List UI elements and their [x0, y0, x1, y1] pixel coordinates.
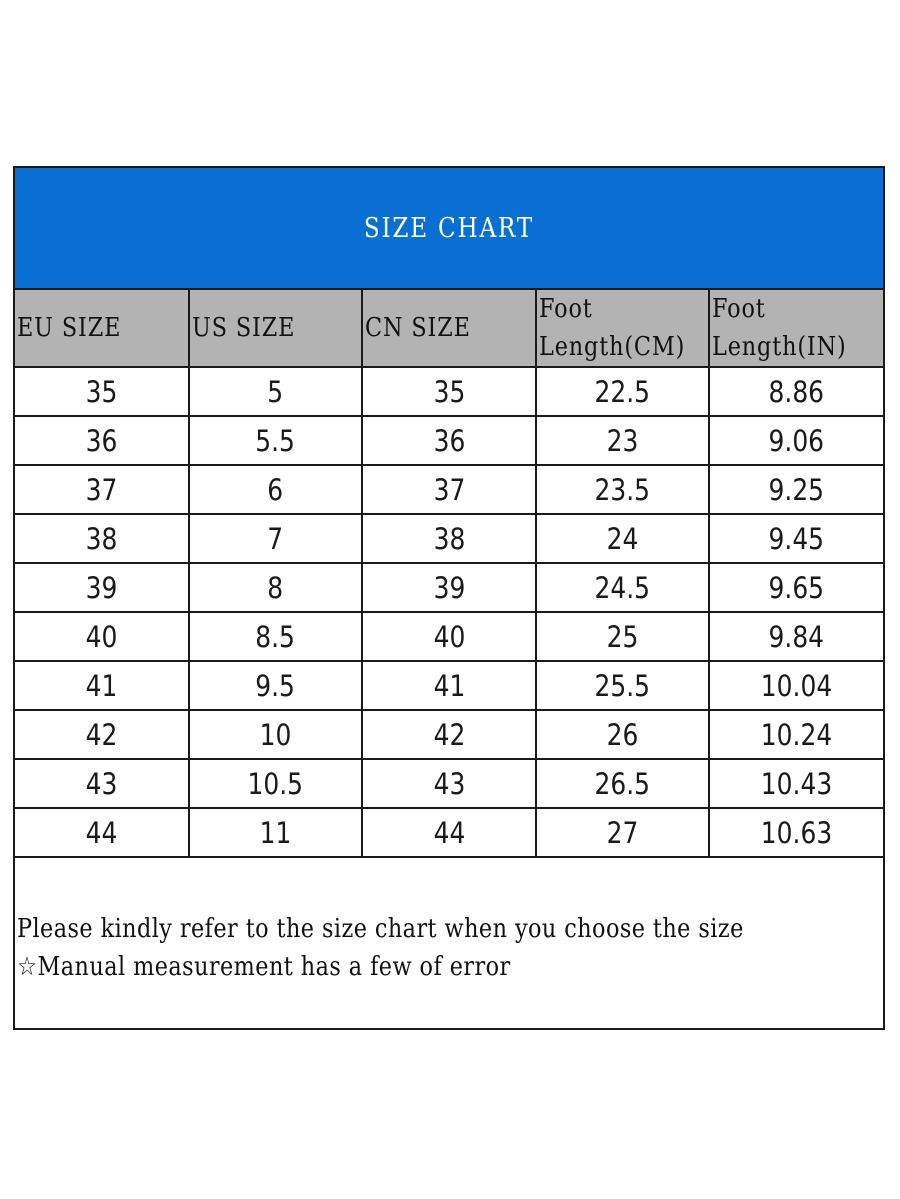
cell-foot-length-cm: 23: [536, 416, 710, 465]
cell-us-size: 5.5: [189, 416, 363, 465]
header-us-size: US SIZE: [189, 290, 363, 367]
cell-foot-length-cm: 24.5: [536, 563, 710, 612]
cell-cn-size: 35: [362, 367, 536, 416]
table-row: [15, 710, 883, 759]
cell-foot-length-in: 10.24: [709, 710, 883, 759]
header-cn-size: CN SIZE: [362, 290, 536, 367]
table-row: [15, 563, 883, 612]
size-chart-banner: [15, 168, 883, 290]
cell-foot-length-cm: 24: [536, 514, 710, 563]
cell-us-size: 6: [189, 465, 363, 514]
cell-foot-length-cm: 22.5: [536, 367, 710, 416]
cell-eu-size: 35: [15, 367, 189, 416]
cell-us-size: 10: [189, 710, 363, 759]
table-row: [15, 465, 883, 514]
cell-foot-length-cm: 27: [536, 808, 710, 857]
size-table: [15, 290, 883, 858]
cell-foot-length-in: 10.43: [709, 759, 883, 808]
size-chart-sheet: [13, 166, 885, 1030]
cell-eu-size: 42: [15, 710, 189, 759]
header-eu-size: EU SIZE: [15, 290, 189, 367]
cell-us-size: 8.5: [189, 612, 363, 661]
header-foot-length-cm: Foot Length(CM): [536, 290, 710, 367]
cell-foot-length-in: 9.06: [709, 416, 883, 465]
cell-cn-size: 44: [362, 808, 536, 857]
cell-eu-size: 37: [15, 465, 189, 514]
cell-foot-length-in: 8.86: [709, 367, 883, 416]
cell-cn-size: 40: [362, 612, 536, 661]
table-row: [15, 661, 883, 710]
cell-us-size: 7: [189, 514, 363, 563]
cell-foot-length-cm: 25: [536, 612, 710, 661]
cell-cn-size: 38: [362, 514, 536, 563]
cell-eu-size: 38: [15, 514, 189, 563]
cell-eu-size: 40: [15, 612, 189, 661]
cell-us-size: 11: [189, 808, 363, 857]
size-table-header-row: [15, 290, 883, 367]
size-chart-notes: [17, 910, 883, 986]
cell-cn-size: 36: [362, 416, 536, 465]
size-table-body: [15, 367, 883, 857]
cell-eu-size: 44: [15, 808, 189, 857]
table-row: [15, 416, 883, 465]
table-row: [15, 514, 883, 563]
note-manual-measurement: ☆Manual measurement has a few of error: [17, 952, 511, 982]
cell-cn-size: 39: [362, 563, 536, 612]
cell-foot-length-in: 9.84: [709, 612, 883, 661]
cell-foot-length-in: 10.04: [709, 661, 883, 710]
size-chart-title: SIZE CHART: [363, 212, 535, 244]
cell-foot-length-in: 9.65: [709, 563, 883, 612]
cell-us-size: 5: [189, 367, 363, 416]
cell-cn-size: 43: [362, 759, 536, 808]
cell-foot-length-cm: 26: [536, 710, 710, 759]
cell-foot-length-cm: 25.5: [536, 661, 710, 710]
cell-eu-size: 41: [15, 661, 189, 710]
cell-us-size: 8: [189, 563, 363, 612]
table-row: [15, 612, 883, 661]
cell-eu-size: 43: [15, 759, 189, 808]
table-row: [15, 759, 883, 808]
cell-foot-length-cm: 26.5: [536, 759, 710, 808]
note-refer-size-chart: Please kindly refer to the size chart when you choose the size: [17, 914, 744, 944]
cell-us-size: 10.5: [189, 759, 363, 808]
cell-foot-length-cm: 23.5: [536, 465, 710, 514]
cell-foot-length-in: 9.45: [709, 514, 883, 563]
header-foot-length-in: Foot Length(IN): [709, 290, 883, 367]
cell-foot-length-in: 10.63: [709, 808, 883, 857]
cell-cn-size: 42: [362, 710, 536, 759]
table-row: [15, 808, 883, 857]
table-row: [15, 367, 883, 416]
cell-cn-size: 37: [362, 465, 536, 514]
cell-cn-size: 41: [362, 661, 536, 710]
cell-eu-size: 36: [15, 416, 189, 465]
cell-eu-size: 39: [15, 563, 189, 612]
cell-foot-length-in: 9.25: [709, 465, 883, 514]
cell-us-size: 9.5: [189, 661, 363, 710]
